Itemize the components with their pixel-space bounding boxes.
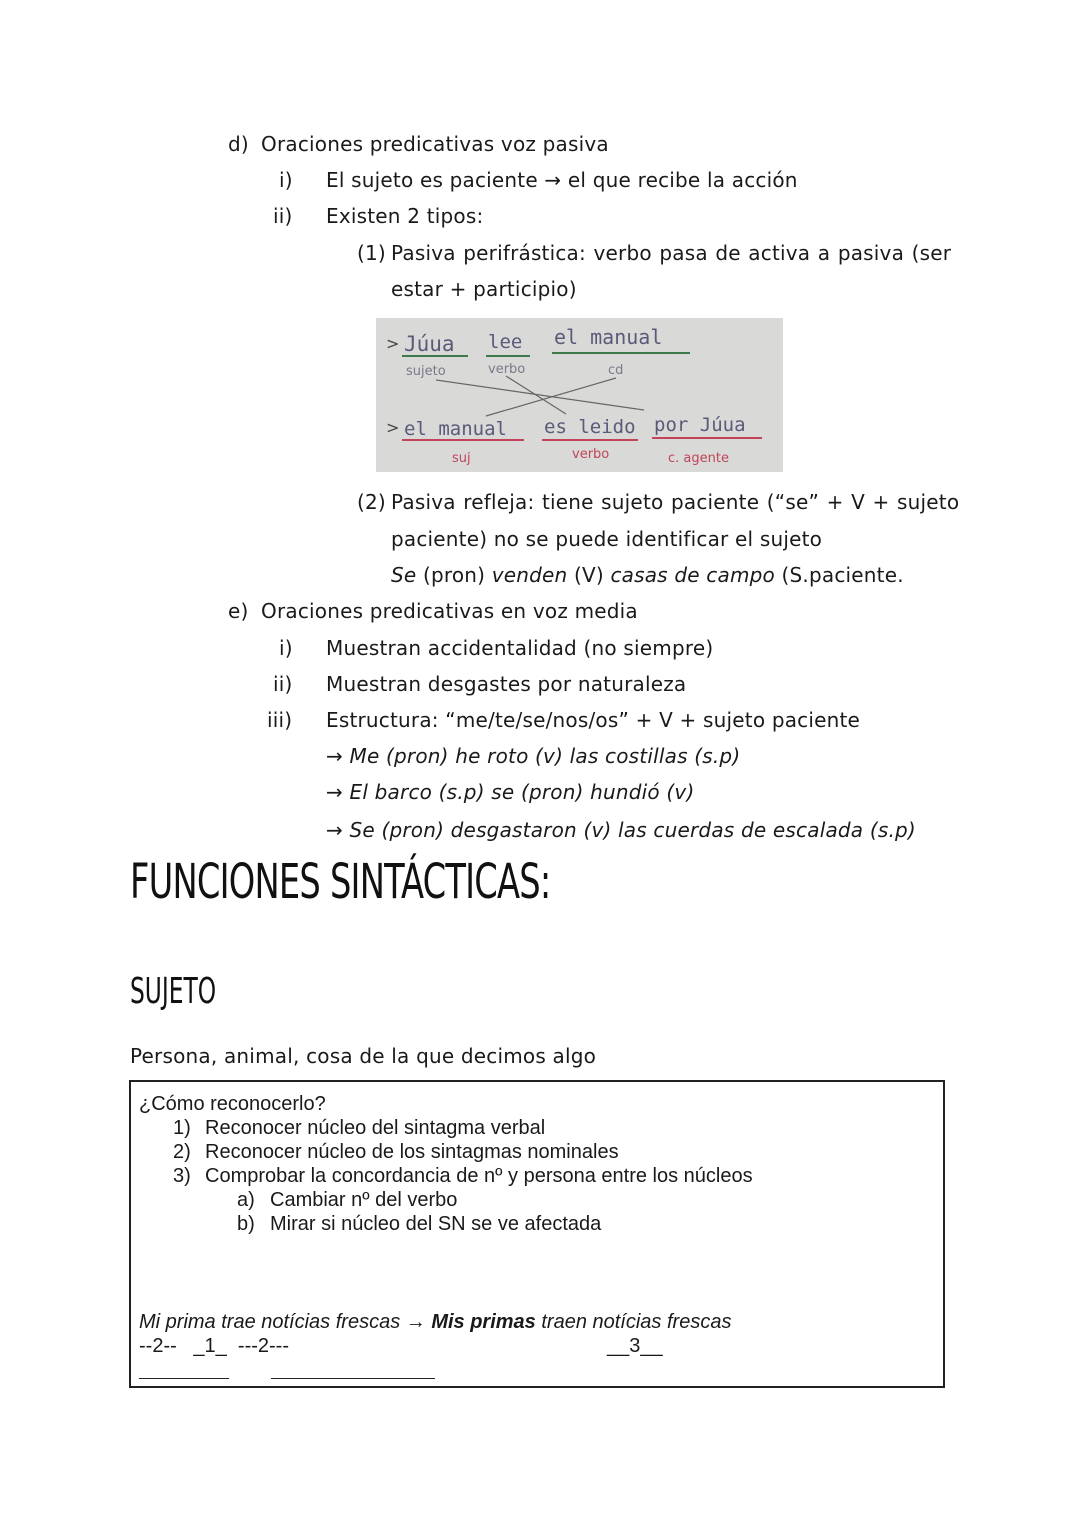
example-line: → El barco (s.p) se (pron) hundió (v) [326,780,695,804]
list-marker: ii) [273,672,293,696]
diagram-label: verbo [488,362,526,377]
diagram-label: sujeto [406,364,446,379]
diagram-word: el manual [554,325,663,349]
box-example [139,1310,731,1334]
diagram-prefix: > [386,418,400,437]
list-item: Muestran accidentalidad (no siempre) [326,636,714,660]
sub-item-text: Pasiva refleja: tiene sujeto paciente (“se” + V + sujeto [391,490,960,514]
example-line [391,563,904,587]
sub-marker: (1) [357,241,386,265]
section-e-marker: e) [228,599,249,623]
list-item: Mirar si núcleo del SN se ve afectada [270,1213,602,1235]
example-part: traen notícias frescas [535,1311,732,1333]
diagram-label: c. agente [668,451,729,466]
svg-text:>: > [386,334,400,353]
example-part: Se [391,563,417,587]
list-item: Reconocer núcleo de los sintagmas nominales [205,1141,619,1163]
list-marker: 2) [173,1141,191,1163]
list-item: Cambiar nº del verbo [270,1189,458,1211]
list-marker: i) [279,168,293,192]
section-d-marker: d) [228,132,249,156]
diagram-label: cd [608,363,624,378]
sub-item-text: paciente) no se puede identificar el sujeto [391,527,823,551]
box-question: ¿Cómo reconocerlo? [139,1093,326,1115]
example-line: → Se (pron) desgastaron (v) las cuerdas de escalada (s.p) [326,818,916,842]
example-part: (V) [567,563,611,587]
list-item: Existen 2 tipos: [326,204,484,228]
list-item: Estructura: “me/te/se/nos/os” + V + sujeto paciente [326,708,861,732]
list-item: Comprobar la concordancia de nº y persona entre los núcleos [205,1165,753,1187]
example-part: venden [491,563,568,587]
diagram-label: suj [452,451,471,466]
definition-text: Persona, animal, cosa de la que decimos algo [130,1044,597,1068]
example-part: casas de campo [610,563,775,587]
analysis-marks: --2-- _1_ ---2--- [139,1335,289,1357]
list-marker: a) [237,1189,255,1211]
sub-marker: (2) [357,490,386,514]
list-marker: i) [279,636,293,660]
sub-item-text: estar + participio) [391,277,577,301]
section-d-title: Oraciones predicativas voz pasiva [261,132,609,156]
diagram-word: es leido [544,416,636,438]
underline-divider [271,1378,435,1379]
recognition-box [129,1080,945,1388]
list-marker: 1) [173,1117,191,1139]
diagram-drawing [376,318,783,472]
diagram-word: el manual [404,418,507,440]
section-e-title: Oraciones predicativas en voz media [261,599,638,623]
example-part: (pron) [416,563,492,587]
example-part: (S.paciente. [774,563,904,587]
list-item: Reconocer núcleo del sintagma verbal [205,1117,546,1139]
list-marker: b) [237,1213,255,1235]
sub-item-text: Pasiva perifrástica: verbo pasa de activa a pasiva (ser [391,241,952,265]
diagram-label: verbo [572,447,610,462]
diagram-word: Júua [404,332,455,356]
list-item: Muestran desgastes por naturaleza [326,672,687,696]
handwritten-diagram-image [376,318,783,472]
list-item: El sujeto es paciente → el que recibe la acción [326,168,798,192]
section-heading: SUJETO [130,971,217,1012]
example-part: Mis primas [431,1311,536,1333]
example-part: Mi prima trae notícias frescas → [139,1311,432,1333]
analysis-mark: __3__ [607,1335,663,1357]
diagram-word: por Júua [654,414,746,436]
list-marker: iii) [267,708,293,732]
example-line: → Me (pron) he roto (v) las costillas (s.p) [326,744,741,768]
list-marker: ii) [273,204,293,228]
underline-divider [139,1378,229,1379]
diagram-word: lee [488,331,523,353]
page-heading: FUNCIONES SINTÁCTICAS: [130,854,551,910]
list-marker: 3) [173,1165,191,1187]
